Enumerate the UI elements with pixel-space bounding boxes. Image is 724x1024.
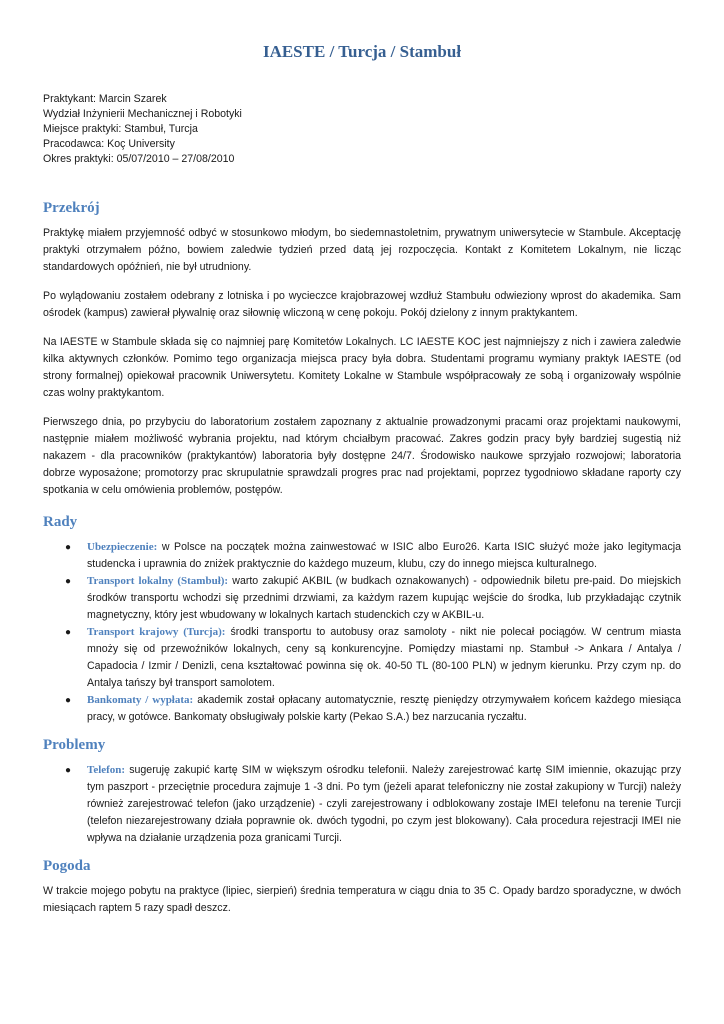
item-text: sugeruję zakupić kartę SIM w większym ośrodku telefonii. Należy zarejestrować kartę SIM imiennie, okazując przy tym paszport - przeciętnie procedura zajmuje 1 -3 dni. Po tym (jeżeli aparat telefoniczny nie został zakupiony w Turcji) należy również zarejestrować telefon (jako urządzenie) - czyli zarejestrowany i odblokowany zostaje IMEI telefonu na terenie Turcji (telefon niezarejestrowany działa poprawnie ok. dwóch tygodni, po czym jest blokowany). Cała procedura rejestracji IMEI nie wpływa na działanie urządzenia poza granicami Turcji.	[87, 764, 681, 844]
section-rady	[43, 511, 681, 726]
advice-list	[43, 539, 681, 726]
faculty: Wydział Inżynierii Mechanicznej i Robotyki	[43, 108, 242, 120]
intern-details	[43, 92, 681, 167]
bullet-icon: ●	[65, 765, 72, 776]
item-label: Bankomaty / wypłata:	[87, 694, 194, 706]
list-item	[65, 539, 681, 573]
list-item	[65, 573, 681, 624]
document-title: IAESTE / Turcja / Stambuł	[262, 42, 462, 61]
problems-list	[43, 762, 681, 847]
employer: Pracodawca: Koç University	[43, 138, 175, 150]
section-heading-problemy: Problemy	[43, 737, 106, 753]
item-text: środki transportu to autobusy oraz samoloty - nikt nie polecał pociągów. W centrum miasta mnoży się od przewoźników lokalnych, ceny są konkurencyjne. Pomiędzy miastami np. Stambuł -> Ankara / Antalya / Capadocia / Izmir / Denizli, cena kształtować powinna się ok. 40-50 TL (80-100 PLN) w jednym kierunku. Przy czym np. do Antalya tańszy był transport samolotem.	[87, 626, 681, 689]
paragraph: Po wylądowaniu zostałem odebrany z lotniska i po wycieczce krajobrazowej wzdłuż Stambułu odwieziony wprost do akademika. Sam ośrodek (kampus) zawierał pływalnię oraz siłownię wliczoną w cenę pokoju. Pokój dzielony z innym praktykantem.	[43, 290, 681, 319]
internship-location: Miejsce praktyki: Stambuł, Turcja	[43, 123, 198, 135]
bullet-icon: ●	[65, 576, 72, 587]
item-text: akademik został opłacany automatycznie, resztę pieniędzy otrzymywałem końcem każdego miesiąca pracy, w gotówce. Bankomaty obsługiwały polskie karty (Pekao S.A.) bez narzucania ryczałtu.	[87, 694, 681, 723]
section-problemy	[43, 734, 681, 847]
bullet-icon: ●	[65, 542, 72, 553]
section-przekroj	[43, 197, 681, 499]
paragraph: W trakcie mojego pobytu na praktyce (lipiec, sierpień) średnia temperatura w ciągu dnia to 35 C. Opady bardzo sporadyczne, w dwóch miesiącach raptem 5 razy spadł deszcz.	[43, 885, 681, 914]
bullet-icon: ●	[65, 695, 72, 706]
item-label: Transport lokalny (Stambuł):	[87, 575, 229, 587]
item-label: Telefon:	[87, 764, 126, 776]
list-item	[65, 762, 681, 847]
section-heading-rady: Rady	[43, 514, 78, 530]
section-heading-przekroj: Przekrój	[43, 200, 100, 216]
intern-name: Praktykant: Marcin Szarek	[43, 93, 167, 105]
internship-period: Okres praktyki: 05/07/2010 – 27/08/2010	[43, 153, 235, 165]
item-label: Ubezpieczenie:	[87, 541, 158, 553]
item-text: w Polsce na początek można zainwestować w ISIC albo Euro26. Karta ISIC służyć może jako legitymacja studencka i uprawnia do zniżek praktycznie do każdego muzeum, klubu, czy do innego miejsca kulturalnego.	[87, 541, 681, 570]
paragraph: Praktykę miałem przyjemność odbyć w stosunkowo młodym, bo siedemnastoletnim, prywatnym uniwersytecie w Stambule. Akceptację praktyki otrzymałem późno, bowiem zaledwie tydzień przed datą jej rozpoczęcia. Kontakt z Komitetem Lokalnym, nie licząc standardowych opóźnień, nie był utrudniony.	[43, 227, 681, 273]
section-pogoda	[43, 855, 681, 917]
list-item	[65, 624, 681, 692]
bullet-icon: ●	[65, 627, 72, 638]
item-label: Transport krajowy (Turcja):	[87, 626, 226, 638]
item-text: warto zakupić AKBIL (w budkach oznakowanych) - odpowiednik biletu pre-paid. Do miejskich środków transportu wchodzi się przednimi drzwiami, za każdym razem kupując wejście do środka, lub przykładając czytnik magnetyczny, który jest wbudowany w lokalnych kartach studenckich czy w AKBIL-u.	[87, 575, 681, 621]
paragraph: Pierwszego dnia, po przybyciu do laboratorium zostałem zapoznany z aktualnie prowadzonymi pracami oraz projektami naukowymi, następnie miałem możliwość wybrania projektu, nad którym chciałbym pracować. Zakres godzin pracy były bardziej sugestią niż nakazem - dla pracowników (praktykantów) laboratoria były dostępne 24/7. Środowisko naukowe sprzyjało rozwojowi; laboratoria dobrze wyposażone; promotorzy prac skrupulatnie sprawdzali progres prac nad projektami, poprzez tygodniowo składane raporty czy spotkania w celu omówienia problemów, postępów.	[43, 416, 681, 496]
list-item	[65, 692, 681, 726]
paragraph: Na IAESTE w Stambule składa się co najmniej parę Komitetów Lokalnych. LC IAESTE KOC jest najmniejszy z nich i zawiera zaledwie kilka aktywnych członków. Pomimo tego organizacja miejsca pracy była dobra. Studentami programu wymiany praktyk IAESTE (od strony formalnej) opiekował pracownik Uniwersytetu. Komitety Lokalne w Stambule współpracowały ze sobą i organizowały wspólnie czas wolny praktykantom.	[43, 336, 681, 399]
section-heading-pogoda: Pogoda	[43, 858, 91, 874]
